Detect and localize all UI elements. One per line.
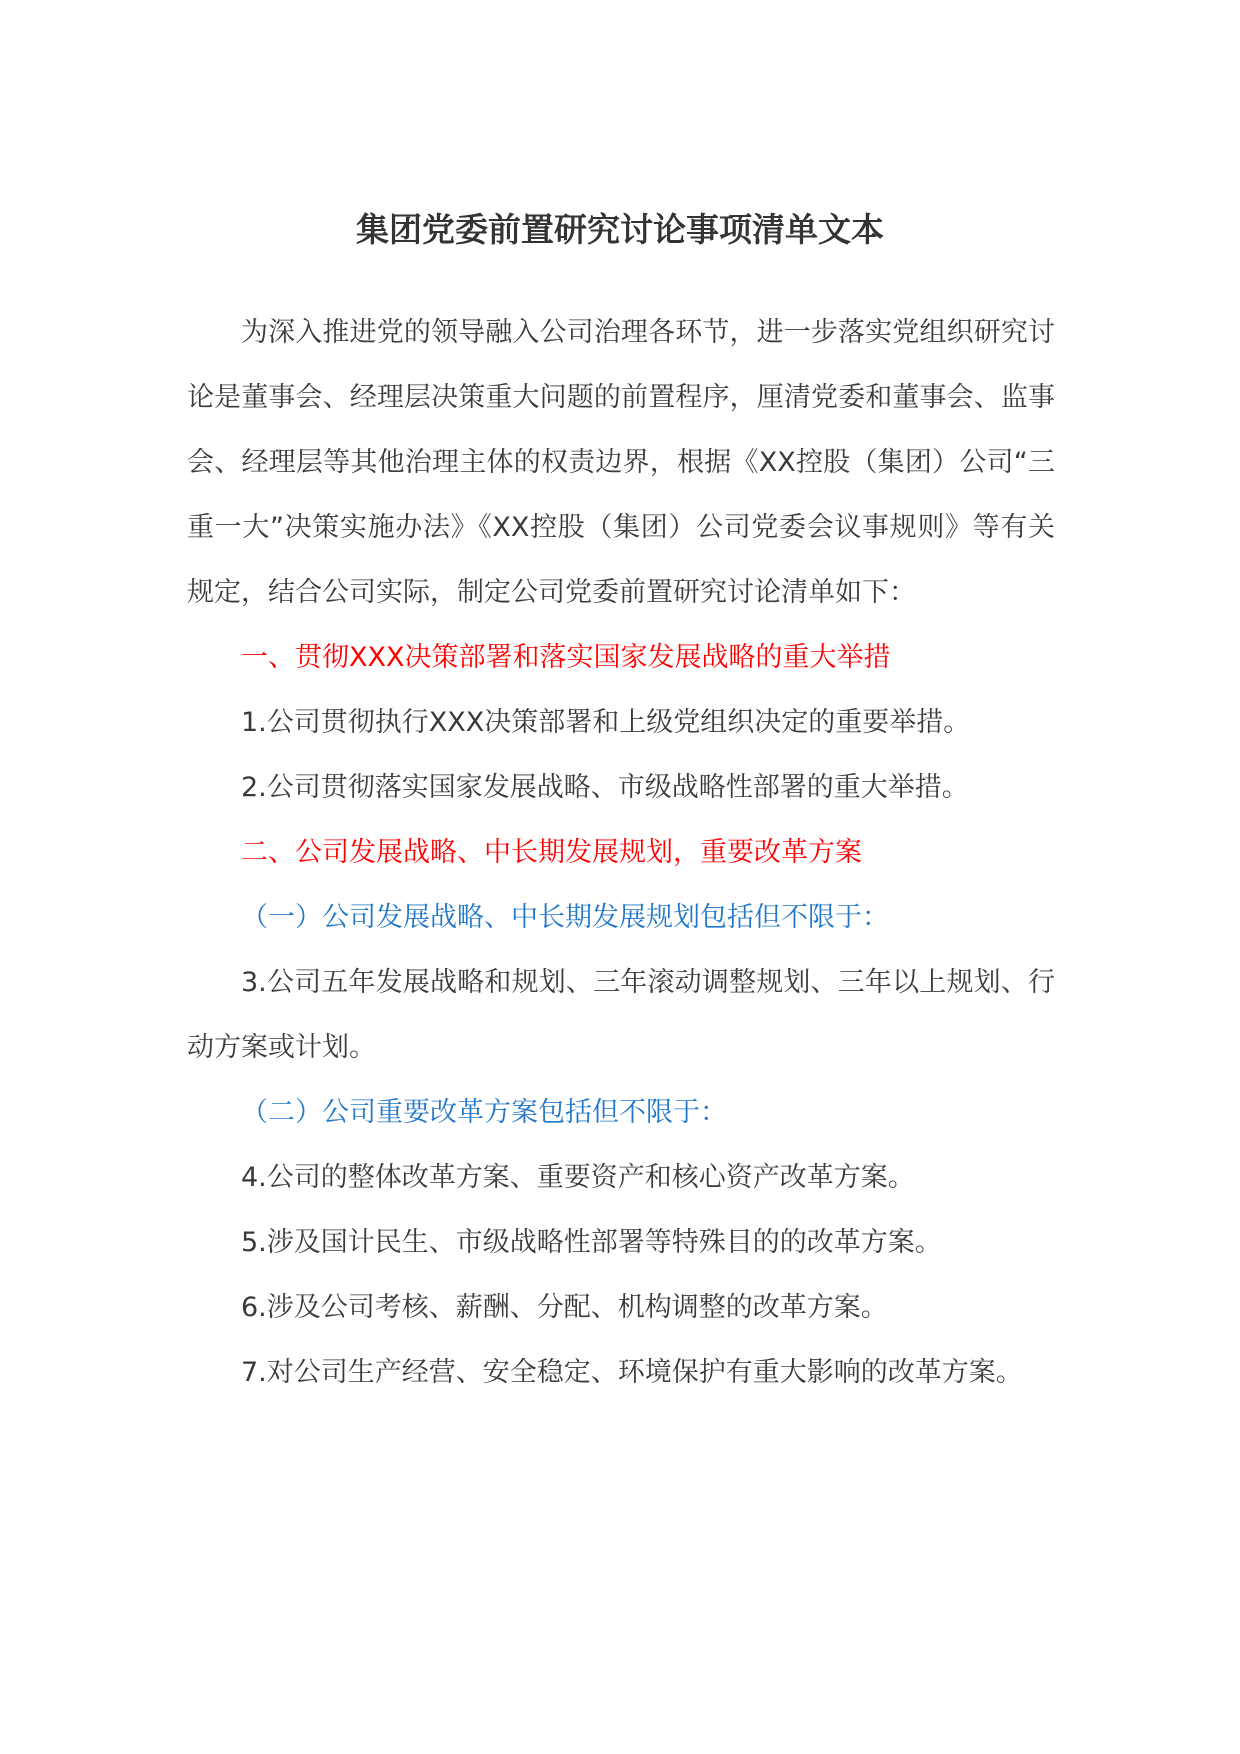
section-1-heading: 一、贯彻XXX决策部署和落实国家发展战略的重大举措	[241, 642, 891, 673]
section-2-heading: 二、公司发展战略、中长期发展规划，重要改革方案	[241, 837, 862, 868]
item-7: 7.对公司生产经营、安全稳定、环境保护有重大影响的改革方案。	[241, 1357, 1023, 1388]
item-5: 5.涉及国计民生、市级战略性部署等特殊目的的改革方案。	[241, 1227, 942, 1258]
intro-paragraph: 为深入推进党的领导融入公司治理各环节，进一步落实党组织研究讨论是董事会、经理层决策重大问题的前置程序，厘清党委和董事会、监事会、经理层等其他治理主体的权责边界，根据《XX控股（集团）公司“三重一大”决策实施办法》《XX控股（集团）公司党委会议事规则》等有关规定，结合公司实际，制定公司党委前置研究讨论清单如下：	[187, 317, 1055, 608]
subsection-2-heading: （二）公司重要改革方案包括但不限于：	[241, 1097, 727, 1128]
item-6: 6.涉及公司考核、薪酬、分配、机构调整的改革方案。	[241, 1292, 888, 1323]
document-title: 集团党委前置研究讨论事项清单文本	[356, 210, 884, 249]
item-1: 1.公司贯彻执行XXX决策部署和上级党组织决定的重要举措。	[241, 707, 971, 738]
item-3: 3.公司五年发展战略和规划、三年滚动调整规划、三年以上规划、行动方案或计划。	[187, 967, 1055, 1063]
subsection-1-heading: （一）公司发展战略、中长期发展规划包括但不限于：	[241, 902, 889, 933]
document-body	[187, 300, 1055, 1405]
item-4: 4.公司的整体改革方案、重要资产和核心资产改革方案。	[241, 1162, 915, 1193]
item-2: 2.公司贯彻落实国家发展战略、市级战略性部署的重大举措。	[241, 772, 969, 803]
